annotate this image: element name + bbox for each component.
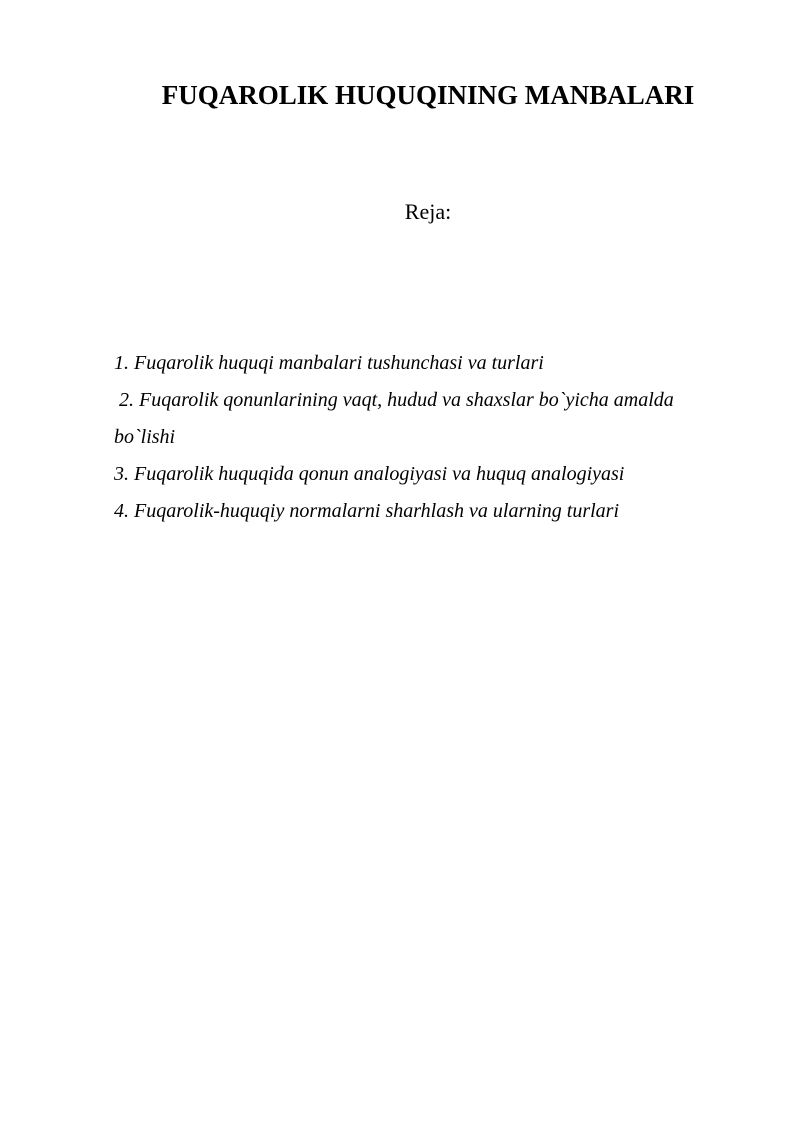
plan-list bbox=[114, 345, 724, 530]
plan-item-1: 1. Fuqarolik huquqi manbalari tushunchasi va turlari bbox=[114, 352, 544, 374]
document-title: FUQAROLIK HUQUQINING MANBALARI bbox=[161, 80, 695, 110]
plan-heading: Reja: bbox=[404, 199, 452, 224]
plan-item-2: 2. Fuqarolik qonunlarining vaqt, hudud va shaxslar bo`yicha amalda bo`lishi bbox=[114, 389, 679, 448]
plan-item-3: 3. Fuqarolik huquqida qonun analogiyasi va huquq analogiyasi bbox=[114, 463, 625, 485]
plan-item-4: 4. Fuqarolik-huquqiy normalarni sharhlash va ularning turlari bbox=[114, 500, 620, 522]
